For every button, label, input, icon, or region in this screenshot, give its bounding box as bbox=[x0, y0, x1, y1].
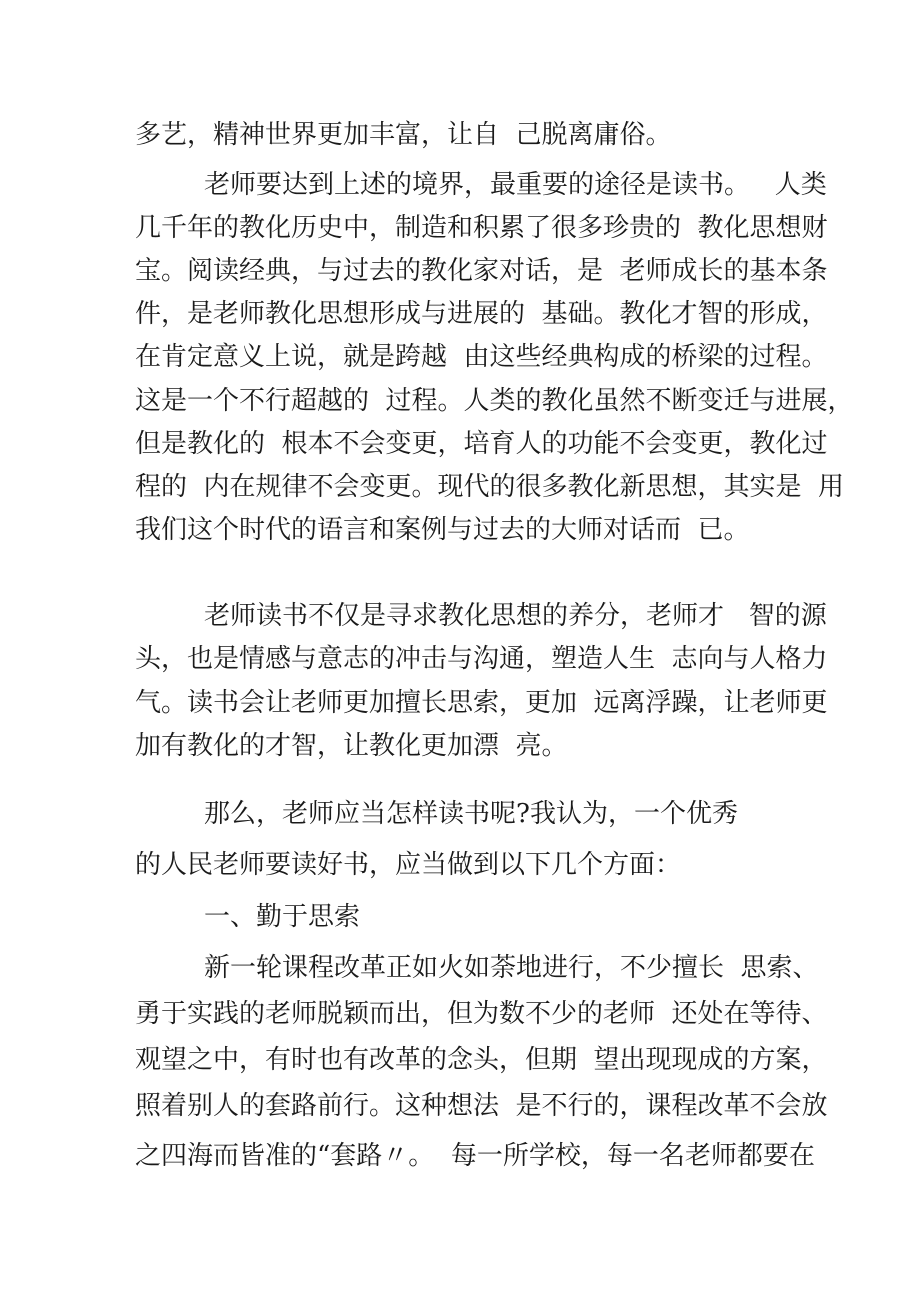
text-line: 头，也是情感与意志的冲击与沟通，塑造人生 志向与人格力 bbox=[135, 644, 828, 674]
text-line: 程的 内在规律不会变更。现代的很多教化新思想，其实是 用 bbox=[135, 472, 845, 502]
text-line: 观望之中，有时也有改革的念头，但期 望出现现成的方案， bbox=[135, 1045, 828, 1075]
text-line: 气。读书会让老师更加擅长思索，更加 远离浮躁，让老师更 bbox=[135, 688, 828, 718]
text-line: 照着别人的套路前行。这种想法 是不行的，课程改革不会放 bbox=[135, 1091, 828, 1121]
text-line: 新一轮课程改革正如火如荼地进行，不少擅长 思索、 bbox=[204, 953, 819, 983]
section-heading: 一、勤于思索 bbox=[204, 902, 361, 932]
text-line: 这是一个不行超越的 过程。人类的教化虽然不断变迁与进展， bbox=[135, 386, 854, 416]
text-line: 加有教化的才智，让教化更加漂 亮。 bbox=[135, 731, 568, 761]
text-line: 老师读书不仅是寻求教化思想的养分，老师才 智的源 bbox=[204, 601, 827, 631]
text-line: 之四海而皆准的“套路〃。 每一所学校，每一名老师都要在 bbox=[135, 1141, 815, 1171]
text-line: 我们这个时代的语言和案例与过去的大师对话而 已。 bbox=[135, 515, 750, 545]
text-line: 件，是老师教化思想形成与进展的 基础。教化才智的形成， bbox=[135, 299, 828, 329]
text-line: 但是教化的 根本不会变更，培育人的功能不会变更，教化过 bbox=[135, 429, 828, 459]
text-line: 老师要达到上述的境界，最重要的途径是读书。 人类 bbox=[204, 170, 827, 200]
text-line: 几千年的教化历史中，制造和积累了很多珍贵的 教化思想财 bbox=[135, 213, 828, 243]
text-line: 的人民老师要读好书，应当做到以下几个方面： bbox=[135, 850, 682, 880]
text-line: 多艺，精神世界更加丰富，让自 己脱离庸俗。 bbox=[135, 120, 672, 150]
text-line: 在肯定意义上说，就是跨越 由这些经典构成的桥梁的过程。 bbox=[135, 342, 828, 372]
text-line: 勇于实践的老师脱颖而出，但为数不少的老师 还处在等待、 bbox=[135, 999, 828, 1029]
text-line: 那么，老师应当怎样读书呢?我认为，一个优秀 bbox=[204, 799, 738, 829]
text-line: 宝。阅读经典，与过去的教化家对话，是 老师成长的基本条 bbox=[135, 256, 828, 286]
